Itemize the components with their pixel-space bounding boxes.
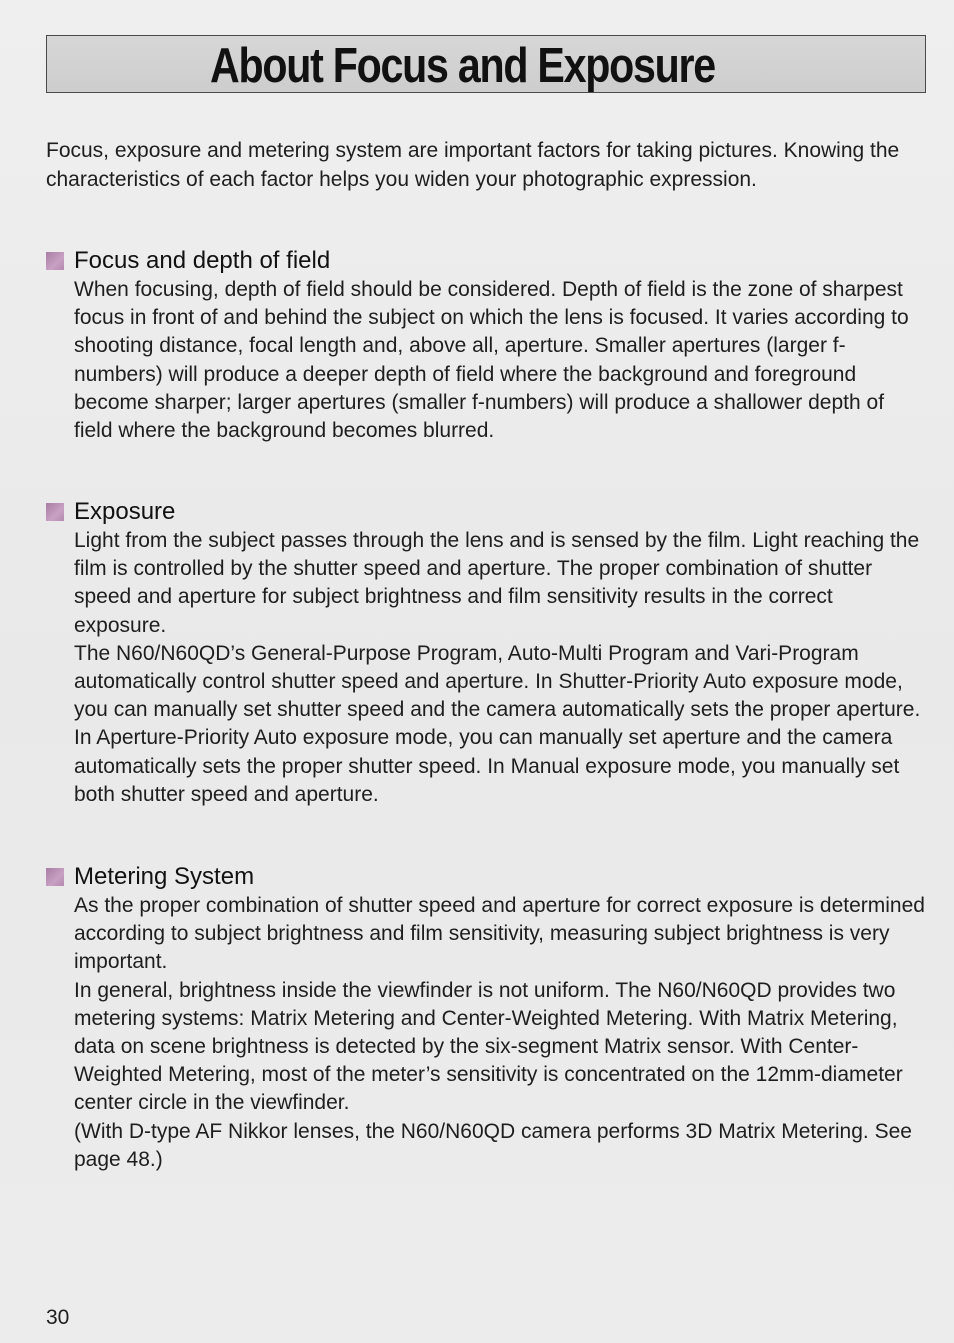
intro-paragraph: Focus, exposure and metering system are important factors for taking pictures. Knowing the characteristics of each factor helps you widen your photographic expression.	[46, 139, 900, 191]
square-bullet-icon	[46, 252, 64, 270]
square-bullet-icon	[46, 868, 64, 886]
section-heading-row	[46, 862, 926, 892]
section-heading: Focus and depth of field	[74, 247, 331, 274]
section-body	[74, 276, 926, 445]
section-body	[74, 527, 926, 809]
section-heading: Exposure	[74, 498, 176, 525]
section-metering-system	[46, 862, 926, 1174]
body-paragraph: Light from the subject passes through the lens and is sensed by the film. Light reaching the film is controlled by the shutter speed and aperture. The proper combination of shutter speed and aperture for subject brightness and film sensitivity results in the correct exposure.	[74, 529, 920, 637]
body-paragraph: The N60/N60QD’s General-Purpose Program, Auto-Multi Program and Vari-Program automatically control shutter speed and aperture. In Shutter-Priority Auto exposure mode, you can manually set shutter speed and the camera automatically sets the proper aperture. In Aperture-Priority Auto exposure mode, you can manually set aperture and the camera automatically sets the proper shutter speed. In Manual exposure mode, you manually set both shutter speed and aperture.	[74, 641, 921, 806]
section-heading-row	[46, 246, 926, 276]
title-banner	[46, 35, 926, 93]
body-paragraph: (With D-type AF Nikkor lenses, the N60/N60QD camera performs 3D Matrix Metering. See page 48.)	[74, 1119, 912, 1171]
section-focus-depth-of-field	[46, 246, 926, 445]
section-body	[74, 892, 926, 1174]
section-heading-row	[46, 497, 926, 527]
page-title: About Focus and Exposure	[210, 39, 715, 93]
body-paragraph: In general, brightness inside the viewfinder is not uniform. The N60/N60QD provides two metering systems: Matrix Metering and Center-Weighted Metering. With Matrix Metering, data on scene brightness is detected by the six-segment Matrix sensor. With Center-Weighted Metering, most of the meter’s sensitivity is concentrated on the 12mm-diameter center circle in the viewfinder.	[74, 978, 903, 1115]
section-heading: Metering System	[74, 863, 255, 890]
page-number: 30	[46, 1306, 70, 1329]
square-bullet-icon	[46, 503, 64, 521]
section-exposure	[46, 497, 926, 809]
body-paragraph: When focusing, depth of field should be considered. Depth of field is the zone of sharpest focus in front of and behind the subject on which the lens is focused. It varies according to shooting distance, focal length and, above all, aperture. Smaller apertures (larger f-numbers) will produce a deeper depth of field where the background and foreground become sharper; larger apertures (smaller f-numbers) will produce a shallower depth of field where the background becomes blurred.	[74, 278, 909, 443]
body-paragraph: As the proper combination of shutter speed and aperture for correct exposure is determined according to subject brightness and film sensitivity, measuring subject brightness is very important.	[74, 894, 925, 974]
